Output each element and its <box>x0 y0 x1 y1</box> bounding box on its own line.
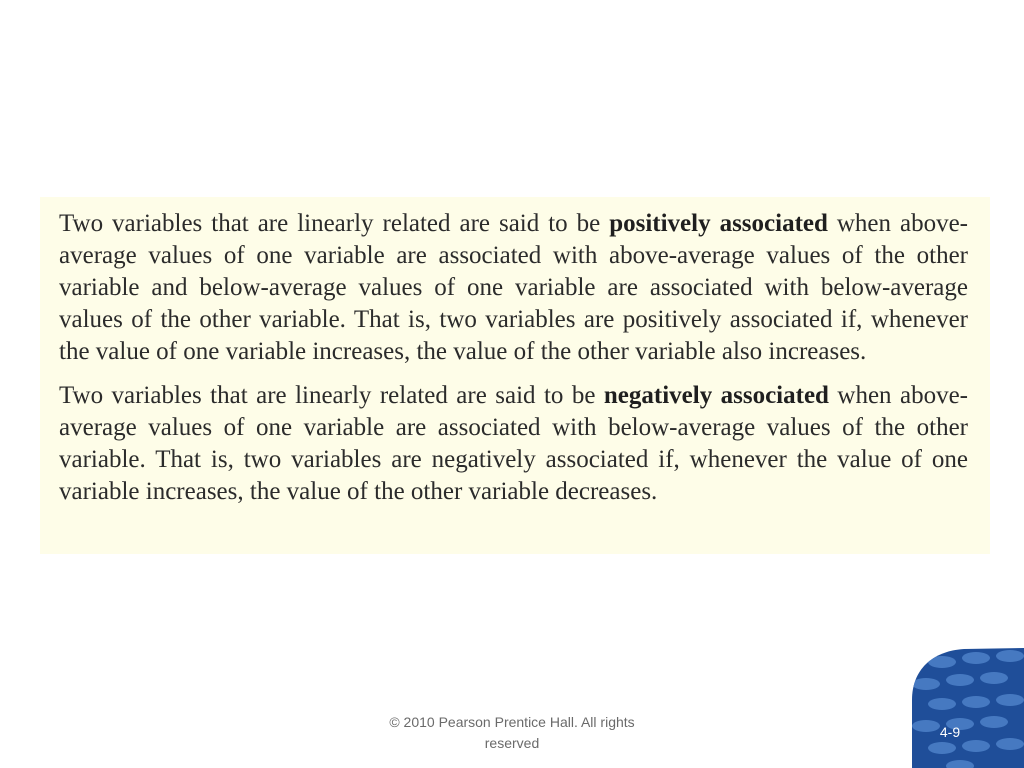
definition-intro: Two variables that are linearly related are said to be <box>59 210 610 237</box>
positive-association-definition <box>59 208 968 368</box>
term-negatively-associated: negatively associated <box>603 382 829 409</box>
slide-number: 4-9 <box>939 724 961 740</box>
negative-association-definition <box>59 380 968 508</box>
definition-body: when above-average values of one variable are associated with below-average values of the other variable. That is, two variables are negatively associated if, whenever the value of one variable increases, the value of the other variable decreases. <box>59 382 968 505</box>
definition-box <box>40 197 990 554</box>
copyright-line-1: © 2010 Pearson Prentice Hall. All rights <box>389 714 635 730</box>
copyright-notice <box>362 712 662 754</box>
corner-decoration-icon <box>912 648 1024 768</box>
definition-intro: Two variables that are linearly related are said to be <box>59 382 604 409</box>
copyright-line-2: reserved <box>484 735 540 751</box>
term-positively-associated: positively associated <box>609 210 828 237</box>
definition-body: when above-average values of one variable are associated with above-average values of the other variable and below-average values of one variable are associated with below-average values of the other variable. That is, two variables are positively associated if, whenever the value of one variable increases, the value of the other variable also increases. <box>59 210 968 365</box>
